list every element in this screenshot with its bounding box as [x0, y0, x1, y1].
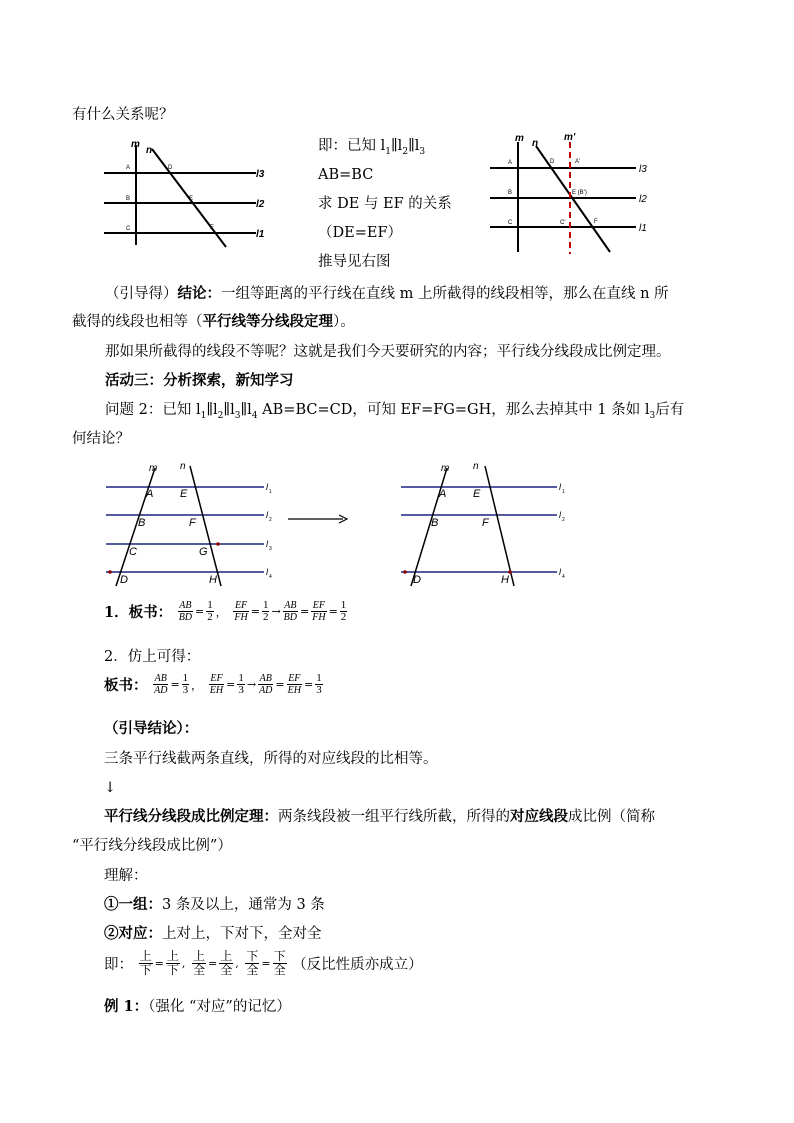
label-A: A [508, 160, 513, 166]
fraction-up-all: $\frac{\text{上}}{\text{全}}$ [220, 949, 233, 977]
label-l3: l [266, 539, 268, 549]
line-m [411, 468, 447, 586]
down-arrow-icon: ↓ [104, 780, 117, 796]
label-m: m [515, 133, 524, 144]
figure-three-parallel-lines [397, 458, 582, 588]
conclusion-line2: 截得的线段也相等（平行线等分线段定理）。 [72, 313, 355, 330]
label-G: G [199, 546, 208, 558]
label-l1: l1 [256, 229, 265, 240]
problem-ab-bc: AB=BC [318, 167, 374, 183]
fraction-down-all: $\frac{\text{下}}{\text{全}}$ [273, 949, 286, 977]
fraction-ab-bd: $\frac{AB}{BD}$ [283, 600, 297, 623]
label-D: D [550, 159, 555, 165]
board-one: 1．板书： $\frac{AB}{BD}$ = $\frac{1}{2}$ ， $\frac{EF}{FH}$ = $\frac{1}{2}$ → $\frac{AB}{BD}$ = $\frac{EF}{FH}$ = $\frac{1}{2}$ [104, 599, 347, 623]
problem-see-figure: 推导见右图 [318, 254, 391, 270]
right-arrow-icon [287, 513, 349, 525]
label-l2: l2 [639, 194, 647, 205]
figure-four-parallel-lines [100, 458, 285, 588]
fraction-ab-bd: $\frac{AB}{BD}$ [178, 600, 193, 623]
label-F: F [594, 219, 598, 225]
label-D: D [168, 165, 173, 171]
problem-given: 即：已知 $l_1\parallel l_2\parallel l_3$ [318, 138, 426, 157]
ratio-line: 即： $\frac{\text{上}}{\text{下}}$ = $\frac{\text{上}}{\text{下}}$ , $\frac{\text{上}}{\text{全}}$ = $\frac{\text{上}}{\text{全}}$ , $\frac{\text{下}}{\text{全}}$ = $\frac{\text{下}}{\text{全}}$ （反比性质亦成立） [104, 949, 423, 977]
board-one-label: 1．板书： [104, 604, 173, 621]
label-l1-sub: 1 [562, 489, 565, 495]
label-B: B [126, 196, 131, 202]
board-two: 板书： $\frac{AB}{AD}$ = $\frac{1}{3}$ ， $\frac{EF}{EH}$ = $\frac{1}{3}$ → $\frac{AB}{AD}$ = $\frac{EF}{EH}$ = $\frac{1}{3}$ [104, 672, 322, 696]
label-l3: l3 [256, 169, 265, 180]
label-l2: l [559, 510, 561, 520]
label-n: n [146, 145, 153, 156]
label-l1: l [266, 482, 268, 492]
line-n [485, 466, 514, 586]
figure-parallel-lines-1 [98, 135, 278, 250]
problem-ask: 求 DE 与 EF 的关系 [318, 196, 452, 212]
label-l1: l1 [639, 223, 647, 234]
label-E-Bprime: E (B') [572, 190, 587, 196]
label-l4: l [266, 567, 268, 577]
label-E: E [189, 196, 194, 202]
theorem-line1: 平行线分线段成比例定理：两条线段被一组平行线所截，所得的对应线段成比例（简称 [104, 808, 655, 825]
fraction-ab-ad: $\frac{AB}{AD}$ [154, 673, 168, 696]
point-two: ②对应：上对上，下对下，全对全 [104, 925, 322, 942]
label-l3: l3 [639, 164, 647, 175]
label-H: H [501, 574, 509, 586]
label-n: n [473, 461, 479, 472]
label-l3-sub: 3 [269, 546, 272, 552]
fraction-ab-ad: $\frac{AB}{AD}$ [259, 673, 273, 696]
label-m: m [131, 139, 140, 150]
label-l2: l2 [256, 199, 265, 210]
fraction-up-all: $\frac{\text{上}}{\text{全}}$ [192, 949, 205, 977]
conclusion-line1: （引导得）结论：一组等距离的平行线在直线 m 上所截得的线段相等，那么在直线 n 所 [105, 285, 669, 302]
label-C-prime: C' [560, 220, 566, 226]
fraction-value: $\frac{1}{3}$ [238, 672, 244, 696]
label-n: n [532, 138, 539, 149]
theorem-line2: “平行线分线段成比例”） [72, 838, 232, 854]
label-H: H [209, 574, 217, 586]
label-E: E [180, 488, 188, 500]
figure-parallel-lines-2 [486, 130, 666, 255]
label-C: C [126, 226, 131, 232]
label-F: F [482, 517, 489, 529]
label-A-prime: A' [575, 159, 581, 165]
label-A: A [146, 488, 154, 500]
fraction-ef-fh: $\frac{EF}{FH}$ [234, 600, 248, 623]
label-m: m [441, 463, 450, 474]
label-D: D [413, 574, 421, 586]
fraction-value: $\frac{1}{2}$ [207, 599, 213, 623]
label-m-prime: m' [564, 132, 576, 143]
label-E: E [473, 488, 481, 500]
question-two-line1: 问题 2：已知 $l_1\parallel l_2\parallel l_3\parallel l_4$ AB=BC=CD，可知 EF=FG=GH，那么去掉其中 1 条如 $l_3$后有 [105, 402, 685, 421]
fraction-value: $\frac{1}{2}$ [262, 599, 269, 623]
fraction-down-all: $\frac{\text{下}}{\text{全}}$ [246, 949, 259, 977]
label-A: A [439, 488, 447, 500]
example-one: 例 1：（强化 “对应”的记忆） [104, 998, 291, 1015]
label-F: F [210, 225, 214, 231]
label-B: B [138, 517, 146, 529]
point-marker [216, 542, 220, 546]
fraction-ef-fh: $\frac{EF}{FH}$ [312, 600, 326, 623]
label-B: B [431, 517, 439, 529]
label-C: C [508, 220, 513, 226]
label-A: A [126, 165, 131, 171]
fraction-value: $\frac{1}{2}$ [340, 599, 347, 623]
label-l1-sub: 1 [269, 489, 272, 495]
label-D: D [120, 574, 128, 586]
label-l2-sub: 2 [562, 517, 565, 523]
understanding-label: 理解： [104, 868, 148, 884]
label-l2-sub: 2 [269, 517, 272, 523]
label-l4-sub: 4 [269, 574, 272, 580]
label-l4: l [559, 567, 561, 577]
point-one: ①一组：3 条及以上，通常为 3 条 [104, 896, 325, 913]
label-C: C [129, 546, 137, 558]
activity-three-heading: 活动三：分析探索，新知学习 [105, 372, 294, 389]
line-m [116, 468, 155, 586]
label-n: n [180, 461, 186, 472]
point-marker [108, 570, 112, 574]
fraction-up-down: $\frac{\text{上}}{\text{下}}$ [166, 949, 179, 977]
board-two-intro: 2．仿上可得： [104, 649, 201, 665]
fraction-value: $\frac{1}{3}$ [182, 672, 189, 696]
problem-answer: （DE=EF） [318, 225, 403, 241]
question-two-line2: 何结论？ [72, 431, 130, 447]
transition-text: 那如果所截得的线段不等呢？这就是我们今天要研究的内容；平行线分线段成比例定理。 [105, 344, 671, 360]
conclusion-statement: 三条平行线截两条直线，所得的对应线段的比相等。 [104, 751, 438, 767]
point-marker [403, 570, 407, 574]
label-l1: l [559, 482, 561, 492]
label-l2: l [266, 510, 268, 520]
label-F: F [189, 517, 196, 529]
fraction-ef-eh: $\frac{EF}{EH}$ [209, 673, 224, 696]
fraction-ef-eh: $\frac{EF}{EH}$ [287, 673, 301, 696]
board-two-label: 板书： [104, 677, 148, 694]
label-B: B [508, 190, 513, 196]
label-l4-sub: 4 [562, 574, 565, 580]
guided-conclusion: （引导结论）： [104, 720, 199, 737]
label-m: m [149, 463, 158, 474]
fraction-up-down: $\frac{\text{上}}{\text{下}}$ [139, 949, 152, 977]
intro-question: 有什么关系呢？ [72, 107, 174, 123]
fraction-value: $\frac{1}{3}$ [316, 672, 322, 696]
